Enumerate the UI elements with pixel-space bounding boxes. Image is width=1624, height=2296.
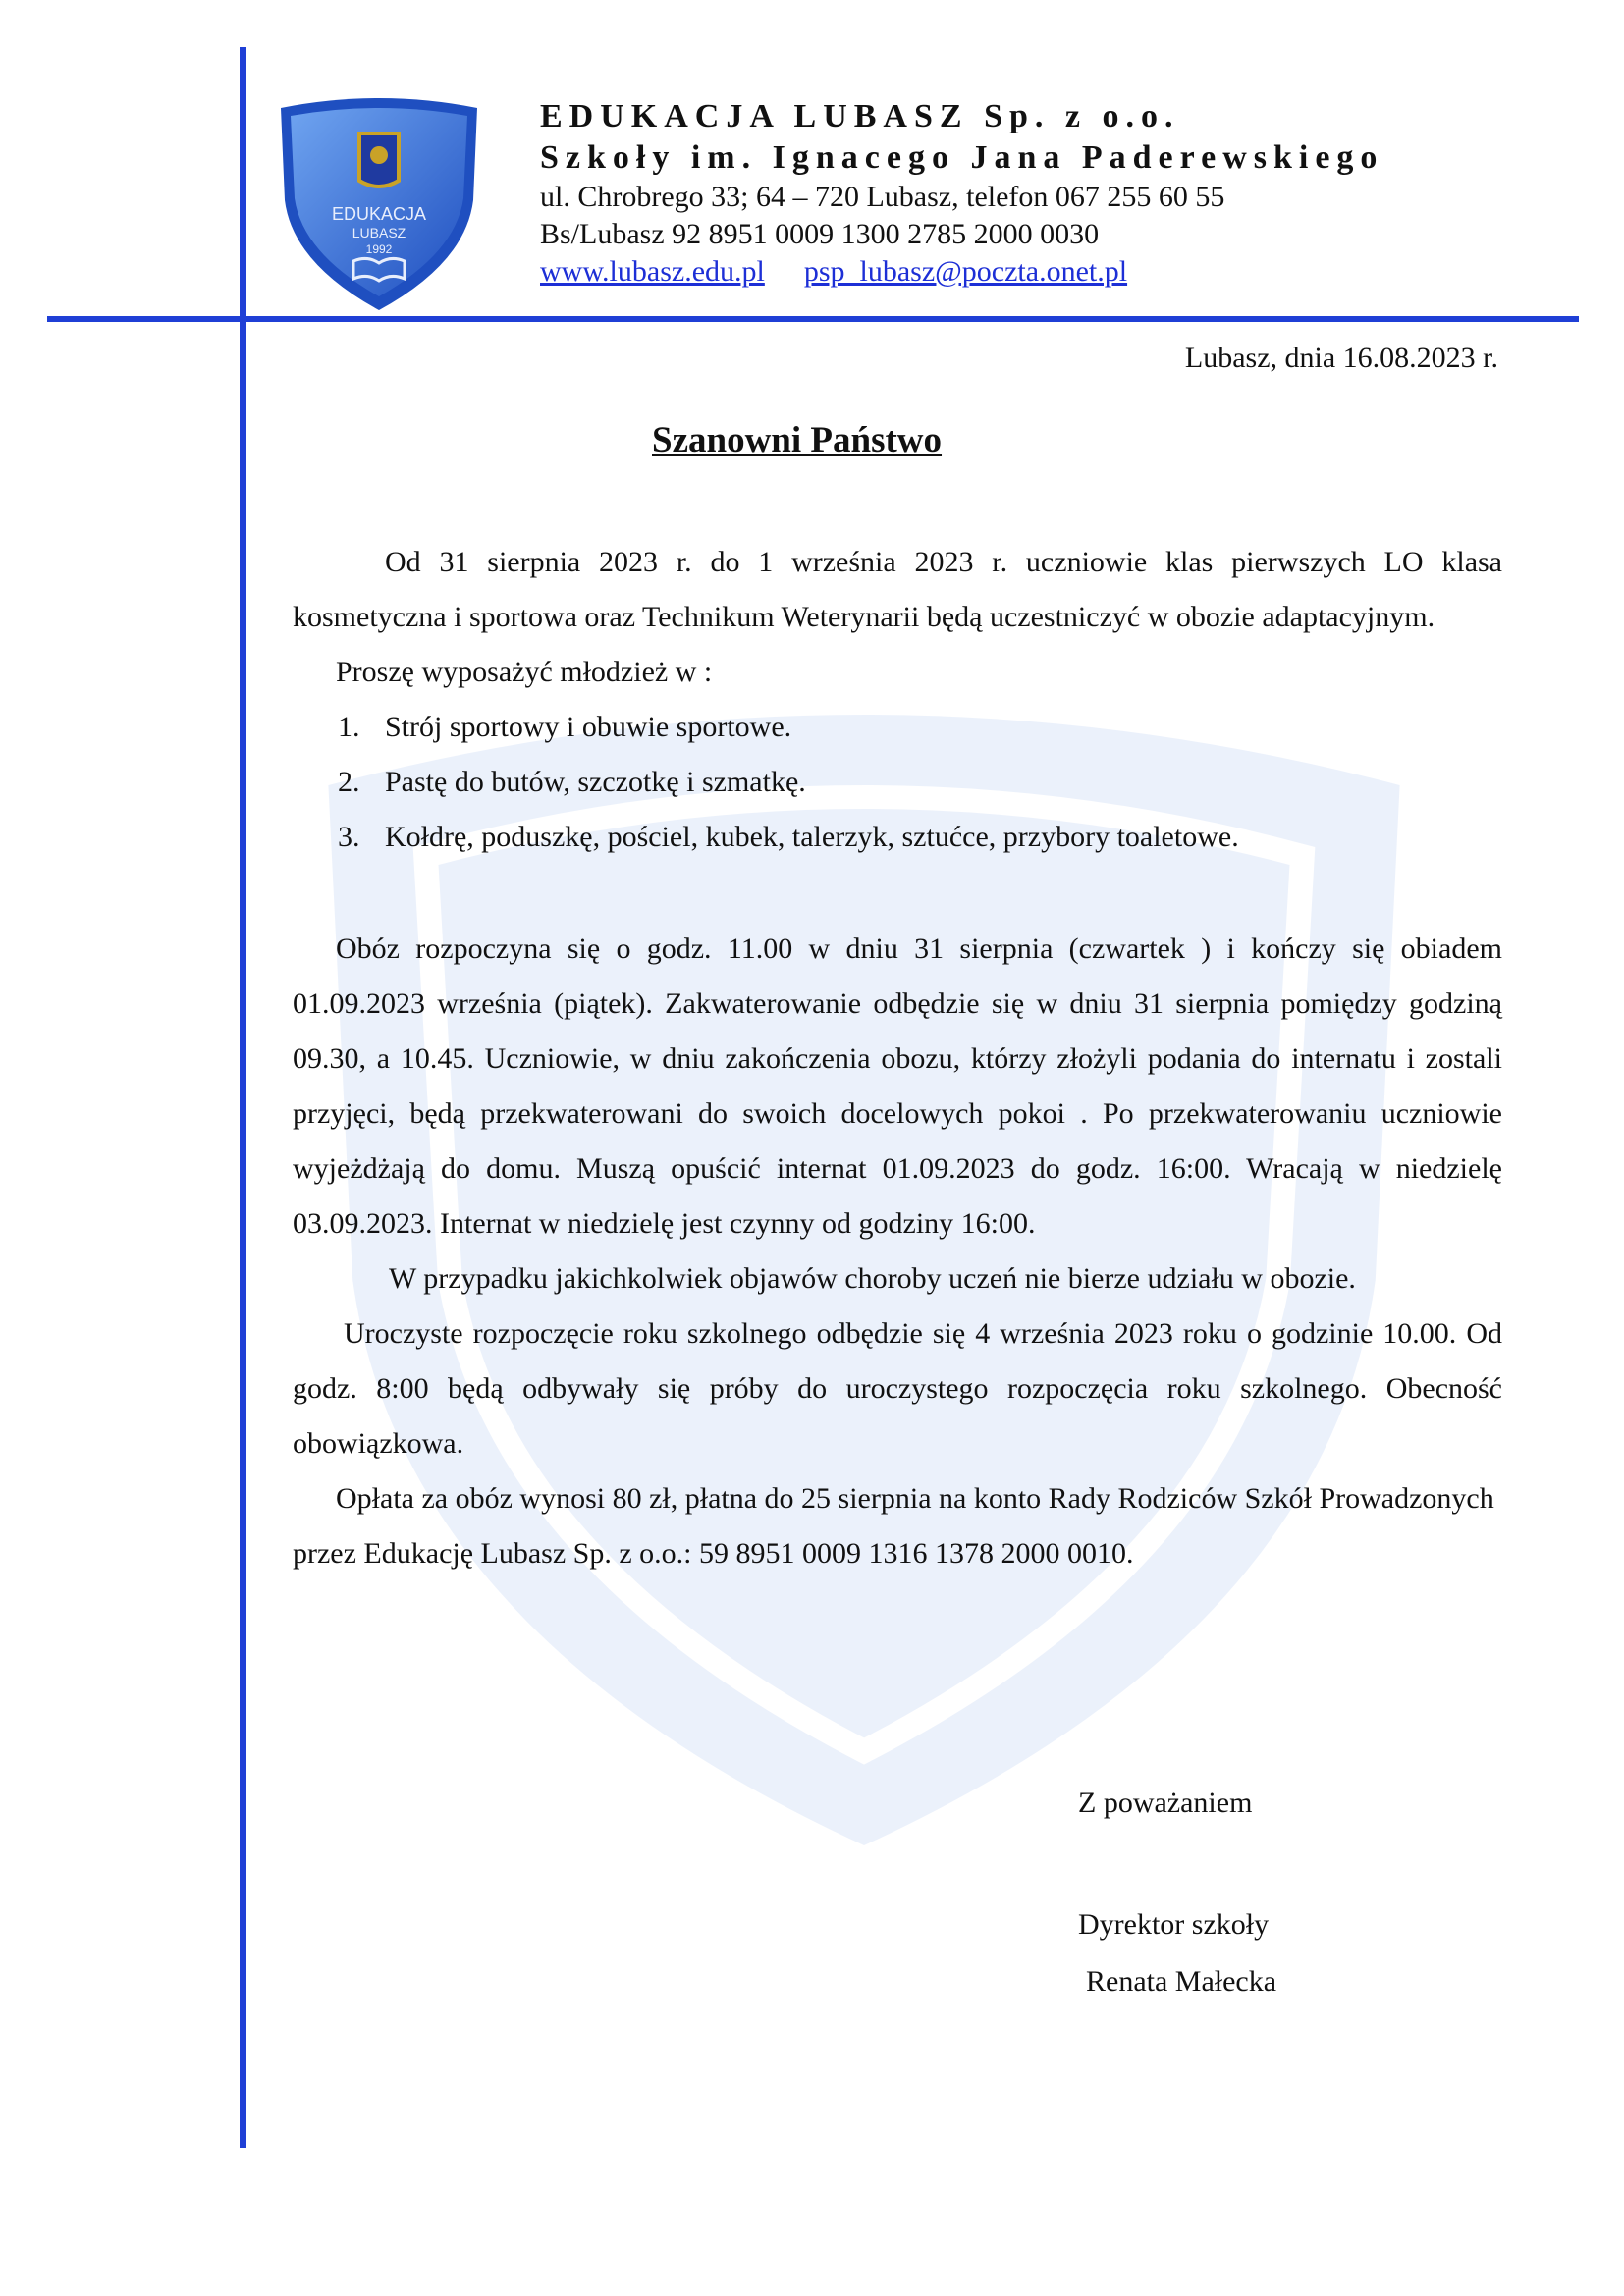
- list-item: 1. Strój sportowy i obuwie sportowe.: [338, 711, 792, 743]
- bank-account-line: Bs/Lubasz 92 8951 0009 1300 2785 2000 0030: [540, 218, 1100, 250]
- letter-date: Lubasz, dnia 16.08.2023 r.: [1184, 342, 1498, 374]
- website-link[interactable]: www.lubasz.edu.pl: [540, 255, 765, 288]
- school-year-paragraph: Uroczyste rozpoczęcie roku szkolnego odbędzie się 4 września 2023 roku o godzinie 10.00. Od godz. 8:00 będą odbywały się próby do uroczystego rozpoczęcia roku szkolnego. Obecność obowiązkowa.: [293, 1317, 1502, 1460]
- address-line: ul. Chrobrego 33; 64 – 720 Lubasz, telefon 067 255 60 55: [540, 181, 1225, 213]
- letter-body: [293, 535, 1502, 1581]
- logo-text-top: EDUKACJA: [331, 204, 427, 224]
- equipment-list: [293, 700, 1502, 865]
- school-name: Szkoły im. Ignacego Jana Paderewskiego: [540, 139, 1384, 176]
- camp-info-paragraph: Obóz rozpoczyna się o godz. 11.00 w dniu 31 sierpnia (czwartek ) i kończy się obiadem 01.09.2023 września (piątek). Zakwaterowanie odbędzie się w dniu 31 sierpnia pomiędzy godziną 09.30, a 10.45. Uczniowie, w dniu zakończenia obozu, którzy złożyli podania do internatu i zostali przyjęci, będą przekwaterowani do swoich docelowych pokoi . Po przekwaterowaniu uczniowie wyjeżdżają do domu. Muszą opuścić internat 01.09.2023 do godz. 16:00. Wracają w niedzielę 03.09.2023. Internat w niedzielę jest czynny od godziny 16:00.: [293, 933, 1502, 1240]
- left-border-line: [240, 47, 246, 2148]
- intro-paragraph: Od 31 sierpnia 2023 r. do 1 września 2023 r. uczniowie klas pierwszych LO klasa kosmetyczna i sportowa oraz Technikum Weterynarii będą uczestniczyć w obozie adaptacyjnym.: [293, 546, 1502, 633]
- logo-year: 1992: [365, 242, 393, 256]
- contact-links: [540, 253, 1581, 291]
- closing-salutation: Z poważaniem: [1078, 1787, 1253, 1819]
- logo-text-bottom: LUBASZ: [352, 225, 406, 240]
- list-item: 3. Kołdrę, poduszkę, pościel, kubek, talerzyk, sztućce, przybory toaletowe.: [338, 821, 1239, 853]
- signatory-name: Renata Małecka: [1086, 1965, 1277, 1998]
- school-crest-icon: [277, 94, 481, 312]
- header-divider-line: [47, 316, 1579, 322]
- signatory-role: Dyrektor szkoły: [1078, 1908, 1270, 1941]
- email-link[interactable]: psp_lubasz@poczta.onet.pl: [803, 255, 1128, 288]
- list-item: 2. Pastę do butów, szczotkę i szmatkę.: [338, 766, 806, 798]
- organization-name: EDUKACJA LUBASZ Sp. z o.o.: [540, 98, 1180, 134]
- letterhead: [540, 96, 1581, 291]
- letter-title: Szanowni Państwo: [652, 420, 943, 460]
- list-intro: Proszę wyposażyć młodzież w :: [336, 656, 713, 688]
- fee-paragraph: Opłata za obóz wynosi 80 zł, płatna do 25 sierpnia na konto Rady Rodziców Szkół Prowadzonych przez Edukację Lubasz Sp. z o.o.: 59 8951 0009 1316 1378 2000 0010.: [293, 1482, 1494, 1570]
- illness-paragraph: W przypadku jakichkolwiek objawów choroby uczeń nie bierze udziału w obozie.: [389, 1262, 1356, 1295]
